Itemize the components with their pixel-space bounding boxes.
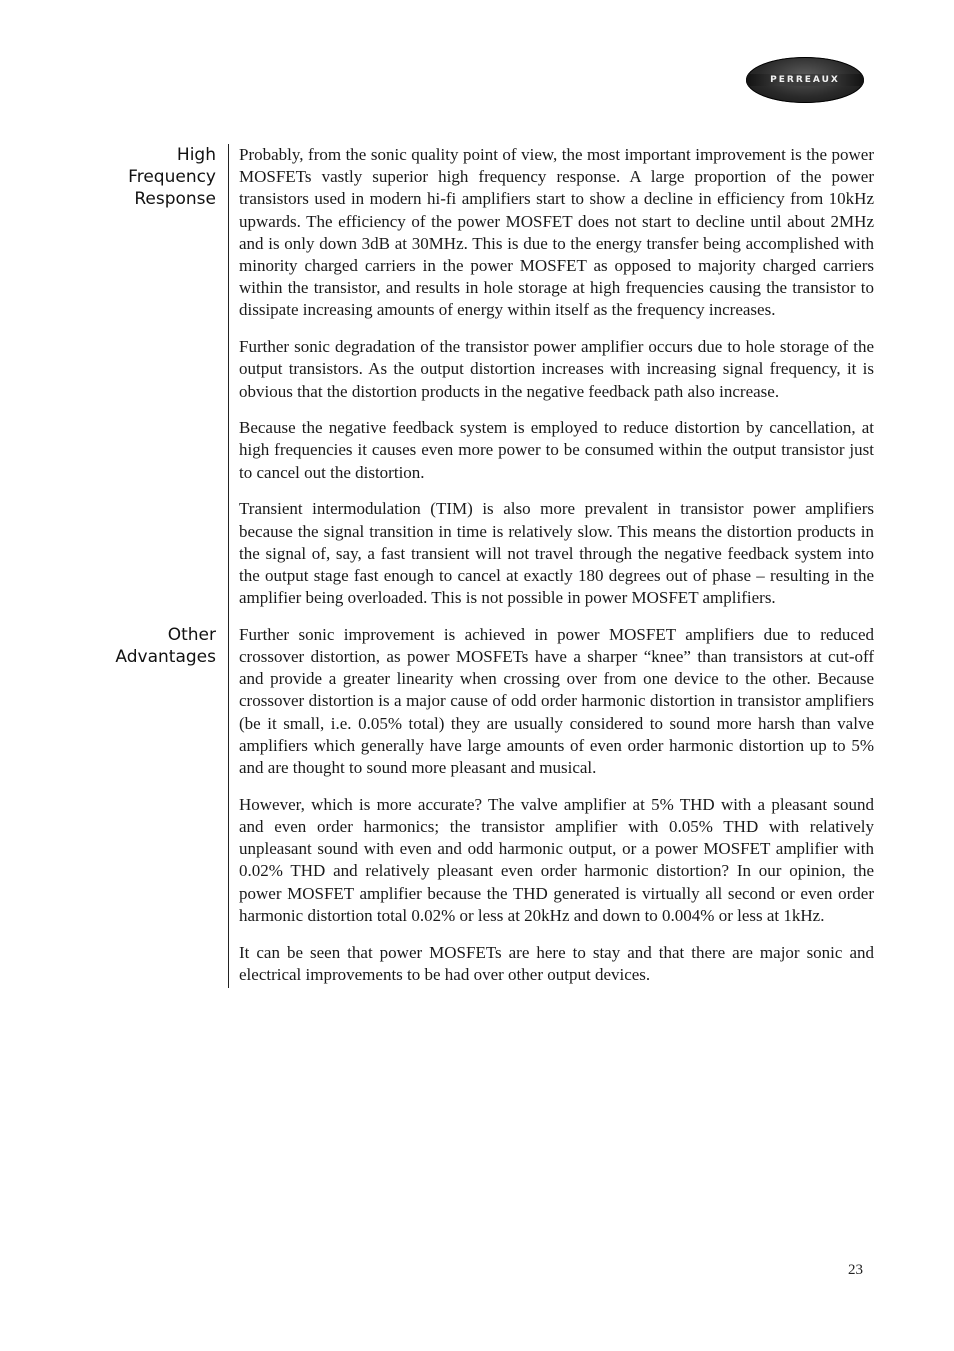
paragraph: Transient intermodulation (TIM) is also more prevalent in transistor power amplifiers because the signal transition in time is relatively slow. This means the distortion products in the signal of, say, a fast transient will not travel through the negative feedback system into the output stage fast enough to cancel at exactly 180 degrees out of phase – resulting in the amplifier being overloaded. This is not possible in power MOSFET amplifiers. <box>239 499 874 608</box>
section-body <box>228 624 874 988</box>
paragraph: Further sonic improvement is achieved in power MOSFET amplifiers due to reduced crossover distortion, as power MOSFETs have a sharper “knee” than transistors at cut-off and provide a greater linearity when crossing over from one device to the other. Because crossover distortion is a major cause of odd order harmonic distortion in transistor amplifiers (be it small, i.e. 0.05% total) they are usually considered to sound more harsh than valve amplifiers which generally have large amounts of even order harmonic distortion up to 5% and are thought to sound more pleasant and musical. <box>239 624 874 778</box>
paragraph: Probably, from the sonic quality point of view, the most important improvement is the power MOSFETs vastly superior high frequency response. A large proportion of the power transistors used in modern hi-fi amplifiers start to show a decline in efficiency from 10kHz upwards. The efficiency of the power MOSFET does not start to decline until about 2MHz and is only down 3dB at 30MHz. This is due to the energy transfer being accomplished with minority charged carriers in the power MOSFET as opposed to majority charged carriers within the transistor, and results in hole storage at high frequencies causing the transistor to dissipate increasing amounts of energy within itself as the frequency increases. <box>239 145 874 320</box>
page-number: 23 <box>848 1262 863 1278</box>
section-other-advantages <box>0 624 954 988</box>
heading-line: Other <box>167 624 216 645</box>
heading-line: Advantages <box>115 646 216 667</box>
perreaux-logo <box>746 57 864 103</box>
heading-line: Response <box>134 189 216 209</box>
paragraph: Further sonic degradation of the transistor power amplifier occurs due to hole storage of the output transistors. As the output distortion increases with increasing signal frequency, it is obvious that the distortion products in the negative feedback path also increase. <box>239 337 874 401</box>
section-heading <box>60 624 216 668</box>
page-content <box>0 144 954 988</box>
section-body <box>228 144 874 624</box>
section-heading <box>60 144 216 210</box>
logo-text: PERREAUX <box>770 75 840 85</box>
paragraph: However, which is more accurate? The valve amplifier at 5% THD with a pleasant sound and even order harmonics; the transistor amplifier with 0.05% THD with relatively unpleasant sound with even and odd harmonic output, or a power MOSFET amplifier with 0.02% THD and relatively pleasant even order harmonic distortion? In our opinion, the power MOSFET amplifier because the THD generated is virtually all second or even order harmonic distortion total 0.02% or less at 20kHz and down to 0.004% or less at 1kHz. <box>239 794 874 925</box>
section-high-frequency-response <box>0 144 954 624</box>
heading-line: Frequency <box>128 167 216 187</box>
heading-line: High <box>176 145 216 165</box>
paragraph: It can be seen that power MOSFETs are here to stay and that there are major sonic and electrical improvements to be had over other output devices. <box>239 942 874 984</box>
paragraph: Because the negative feedback system is employed to reduce distortion by cancellation, at high frequencies it causes even more power to be consumed within the output transistor just to cancel out the distortion. <box>239 418 874 482</box>
